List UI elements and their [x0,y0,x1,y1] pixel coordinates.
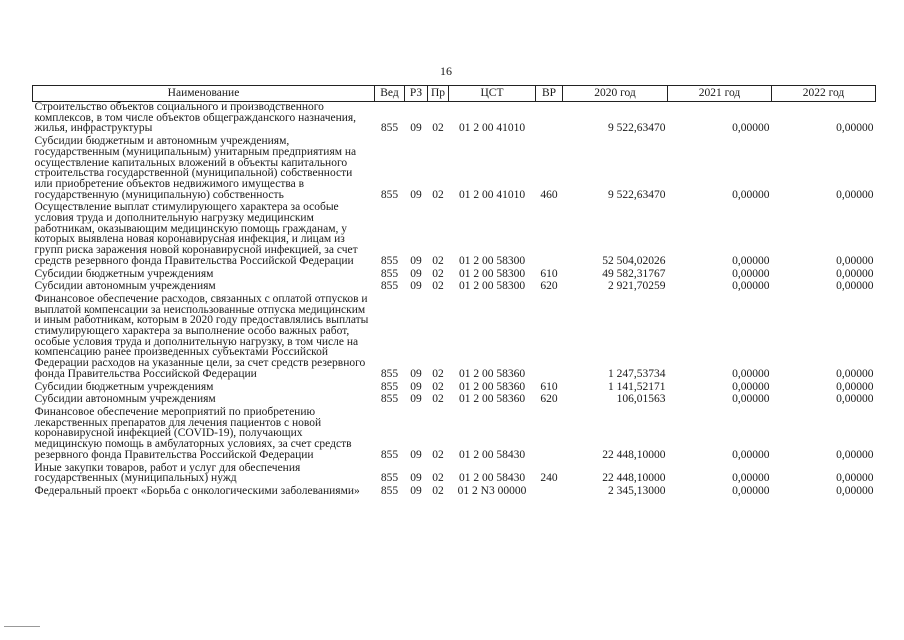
cell-cst: 01 2 00 58430 [458,448,526,461]
cell-pr: 02 [432,280,444,293]
table-row [33,294,876,382]
cell-vr: 610 [540,267,558,280]
cell-vr: 610 [540,380,558,393]
cell-pr: 02 [432,188,444,201]
cell-y2021: 0,00000 [732,448,770,461]
cell-vr [536,294,563,382]
cell-y2020: 106,01563 [616,393,666,406]
cell-pr: 02 [432,380,444,393]
table-row [33,486,876,499]
cell-name: Субсидии автономным учреждениям [34,280,216,293]
cell-y2020: 52 504,02026 [602,254,666,267]
header-rz: РЗ [405,86,428,102]
cell-cst: 01 2 00 58300 [458,280,526,293]
cell-name: Осуществление выплат стимулирующего характера за особые условия труда и дополнительную нагрузку медицинским работникам, оказывающим медицинскую помощь гражданам, у которых выявлена новая коронавирусная инфекция, и лицам из групп риска заражения новой коронавирусной инфекцией, за счет средств резервного фонда Правительства Российской Федерации [34,201,358,267]
cell-name: Субсидии бюджетным учреждениям [34,380,214,393]
cell-y2022: 0,00000 [836,472,874,485]
cell-y2022: 0,00000 [836,393,874,406]
cell-ved: 855 [380,393,399,406]
cell-y2022: 0,00000 [836,380,874,393]
cell-cst: 01 2 00 58430 [458,472,526,485]
cell-vr [536,407,563,463]
cell-y2021: 0,00000 [732,280,770,293]
cell-name: Субсидии бюджетным и автономным учреждениям, государственным (муниципальным) унитарным предприятиям на осуществление капитальных вложений в объекты капитального строительства государственной (муниципальной) собственности или приобретение объектов недвижимого имущества в государственную (муниципальную) собственность [34,135,357,201]
cell-y2022: 0,00000 [836,122,874,135]
cell-ved: 855 [380,254,399,267]
cell-pr: 02 [432,448,444,461]
cell-ved: 855 [380,188,399,201]
cell-pr: 02 [432,122,444,135]
cell-y2022: 0,00000 [836,267,874,280]
cell-cst: 01 2 00 58360 [458,367,526,380]
cell-pr: 02 [432,484,444,497]
cell-rz: 09 [410,280,422,293]
cell-rz: 09 [410,254,422,267]
cell-y2020: 9 522,63470 [608,188,666,201]
cell-y2020: 22 448,10000 [602,472,666,485]
cell-rz: 09 [410,188,422,201]
cell-name: Финансовое обеспечение расходов, связанных с оплатой отпусков и выплатой компенсации за неиспользованные отпуска медицинским и иным работникам, которым в 2020 году предоставлялись выплаты стимулирующего характера за выполнение особо важных работ, особые условия труда и дополнительную нагрузку, в том числе на компенсацию ранее произведенных субъектами Российской Федерации расходов на указанные цели, за счет средств резервного фонда Правительства Российской Федерации [34,292,369,380]
cell-rz: 09 [410,267,422,280]
footer-divider [4,626,40,627]
cell-y2021: 0,00000 [732,484,770,497]
cell-ved: 855 [380,380,399,393]
cell-ved: 855 [380,448,399,461]
table-row [33,136,876,202]
header-2021: 2021 год [668,86,772,102]
cell-y2021: 0,00000 [732,267,770,280]
page-number: 16 [440,64,452,78]
cell-rz: 09 [410,472,422,485]
cell-vr [536,102,563,137]
cell-cst: 01 2 N3 00000 [457,484,527,497]
cell-vr: 620 [540,280,558,293]
cell-pr: 02 [432,472,444,485]
cell-y2020: 2 345,13000 [608,484,666,497]
cell-ved: 855 [380,267,399,280]
cell-y2021: 0,00000 [732,122,770,135]
table-header-row [33,86,876,102]
cell-y2021: 0,00000 [732,393,770,406]
cell-ved: 855 [380,484,399,497]
header-name: Наименование [33,86,375,102]
cell-y2022: 0,00000 [836,280,874,293]
cell-y2021: 0,00000 [732,367,770,380]
cell-ved: 855 [380,472,399,485]
cell-vr: 460 [540,188,558,201]
table-row [33,202,876,268]
cell-vr [536,486,563,499]
header-vr: ВР [536,86,563,102]
cell-name: Строительство объектов социального и производственного комплексов, в том числе объектов общегражданского назначения, жилья, инфраструктуры [34,101,357,135]
cell-y2022: 0,00000 [836,448,874,461]
cell-y2022: 0,00000 [836,367,874,380]
cell-name: Субсидии автономным учреждениям [34,393,216,406]
cell-rz: 09 [410,380,422,393]
cell-vr: 620 [540,393,558,406]
cell-name: Федеральный проект «Борьба с онкологическими заболеваниями» [34,484,360,497]
cell-y2020: 1 247,53734 [608,367,666,380]
cell-y2020: 22 448,10000 [602,448,666,461]
cell-y2021: 0,00000 [732,254,770,267]
cell-y2022: 0,00000 [836,484,874,497]
cell-rz: 09 [410,484,422,497]
header-2022: 2022 год [772,86,876,102]
cell-pr: 02 [432,254,444,267]
cell-pr: 02 [432,267,444,280]
cell-cst: 01 2 00 58300 [458,254,526,267]
table-row [33,407,876,463]
cell-cst: 01 2 00 41010 [458,188,526,201]
cell-rz: 09 [410,448,422,461]
cell-y2021: 0,00000 [732,380,770,393]
cell-rz: 09 [410,122,422,135]
cell-ved: 855 [380,367,399,380]
cell-y2020: 9 522,63470 [608,122,666,135]
cell-y2022: 0,00000 [836,254,874,267]
header-2020: 2020 год [563,86,668,102]
cell-rz: 09 [410,393,422,406]
cell-cst: 01 2 00 41010 [458,122,526,135]
header-ved: Вед [375,86,405,102]
table-row [33,102,876,137]
cell-cst: 01 2 00 58360 [458,393,526,406]
cell-ved: 855 [380,122,399,135]
cell-cst: 01 2 00 58300 [458,267,526,280]
cell-name: Субсидии бюджетным учреждениям [34,267,214,280]
cell-pr: 02 [432,367,444,380]
cell-y2020: 2 921,70259 [608,280,666,293]
cell-vr: 240 [540,472,558,485]
cell-pr: 02 [432,393,444,406]
cell-y2021: 0,00000 [732,472,770,485]
cell-cst: 01 2 00 58360 [458,380,526,393]
cell-vr [536,202,563,268]
header-cst: ЦСТ [449,86,536,102]
cell-y2021: 0,00000 [732,188,770,201]
cell-ved: 855 [380,280,399,293]
cell-name: Финансовое обеспечение мероприятий по приобретению лекарственных препаратов для лечения пациентов с новой коронавирусной инфекцией (COVID-19), получающих медицинскую помощь в амбулаторных условиях, за счет средств резервного фонда Правительства Российской Федерации [34,405,352,461]
cell-y2022: 0,00000 [836,188,874,201]
cell-name: Иные закупки товаров, работ и услуг для обеспечения государственных (муниципальных) нужд [34,461,301,485]
header-pr: Пр [428,86,449,102]
cell-y2020: 49 582,31767 [602,267,666,280]
table-row [33,463,876,486]
budget-table [32,85,876,499]
cell-rz: 09 [410,367,422,380]
cell-y2020: 1 141,52171 [608,380,666,393]
